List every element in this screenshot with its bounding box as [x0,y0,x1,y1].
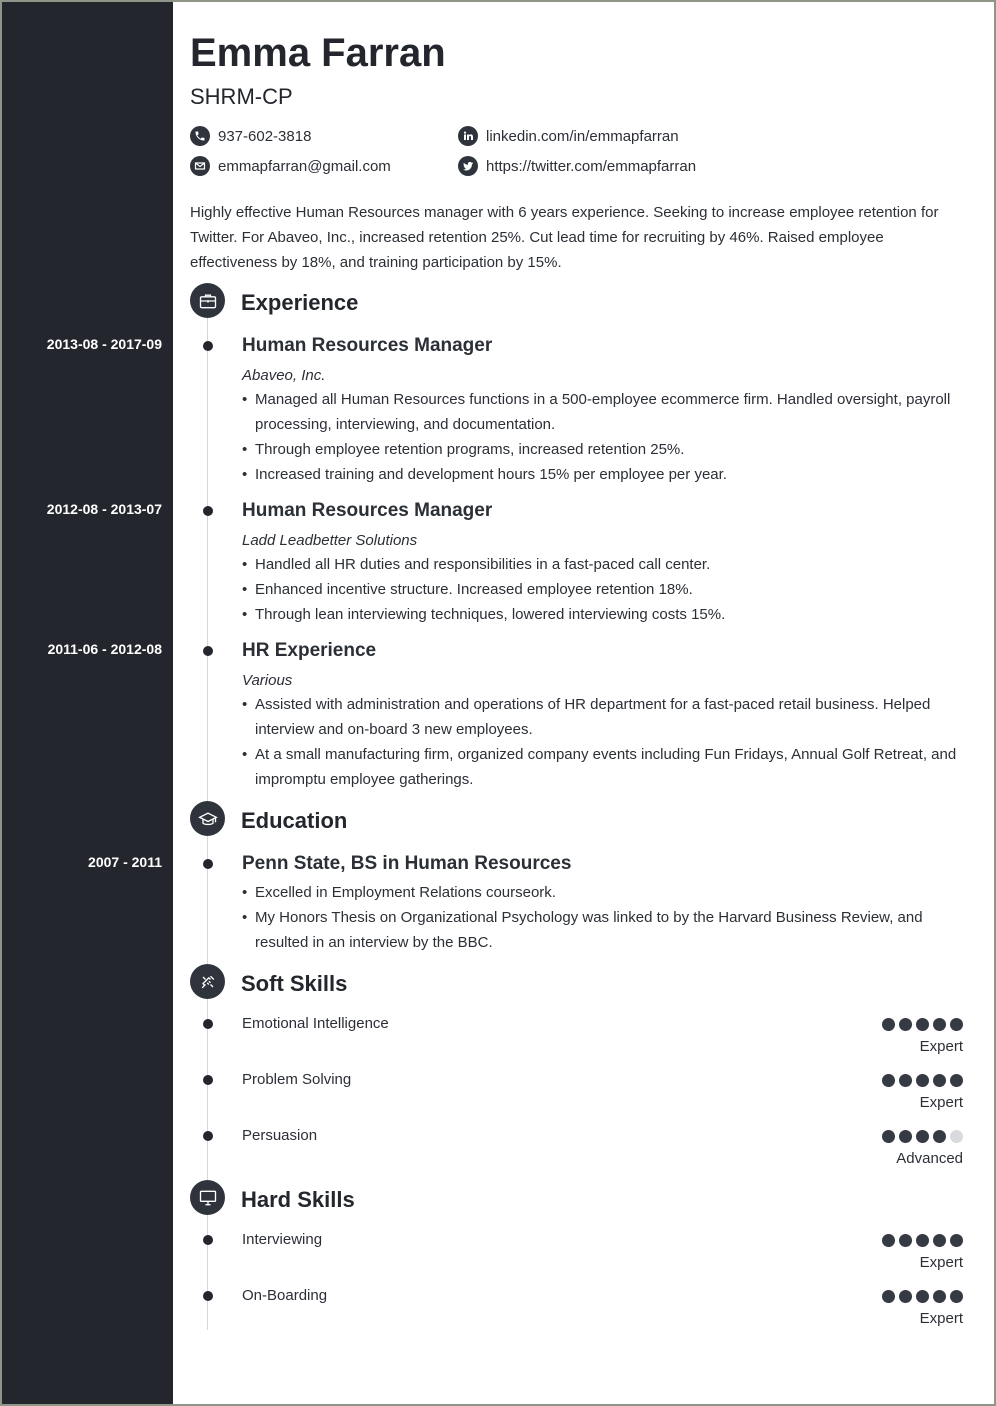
rating-dot-filled [882,1130,895,1143]
job-company: Ladd Leadbetter Solutions [242,532,418,549]
rating-dot-filled [916,1234,929,1247]
timeline-dot [203,859,213,869]
skill-name: Problem Solving [242,1071,352,1088]
contact-linkedin[interactable] [458,126,679,146]
job-title: Human Resources Manager [242,335,493,356]
puzzle-icon [190,964,225,999]
resume-title: SHRM-CP [190,84,293,109]
section-title-education: Education [241,808,348,833]
phone-icon [190,126,210,146]
contact-phone [190,126,311,146]
job-company: Abaveo, Inc. [242,367,326,384]
contact-email[interactable] [190,156,391,176]
rating-dot-filled [950,1234,963,1247]
skill-level: Expert [919,1094,963,1111]
job-bullet: • Handled all HR duties and responsibilities in a fast-paced call center. [242,552,962,577]
linkedin-text[interactable]: linkedin.com/in/emmapfarran [486,127,679,145]
phone-text: 937-602-3818 [218,127,312,145]
rating-dot-filled [933,1234,946,1247]
job-dates: 2012-08 - 2013-07 [46,501,162,517]
job-bullet: • Managed all Human Resources functions in a 500-employee ecommerce firm. Handled oversight, payroll processing, interviewing, and documentation. [242,387,962,437]
rating-dot-filled [899,1130,912,1143]
rating-dot-filled [882,1234,895,1247]
rating-dot-filled [933,1290,946,1303]
skill-rating [882,1234,963,1247]
skill-name: Persuasion [242,1127,318,1144]
email-icon [190,156,210,176]
timeline-dot [203,1019,213,1029]
graduation-cap-icon [190,801,225,836]
rating-dot-filled [916,1130,929,1143]
email-text[interactable]: emmapfarran@gmail.com [218,157,391,175]
skill-rating [882,1130,963,1143]
timeline-dot [203,1075,213,1085]
skill-rating [882,1290,963,1303]
rating-dot-filled [916,1018,929,1031]
section-title-hard-skills: Hard Skills [241,1187,355,1212]
timeline-dot [203,646,213,656]
twitter-icon [458,156,478,176]
section-title-soft-skills: Soft Skills [241,971,348,996]
job-company: Various [242,672,293,689]
job-title: Human Resources Manager [242,500,493,521]
skill-level: Expert [919,1254,963,1271]
rating-dot-empty [950,1130,963,1143]
timeline-dot [203,1291,213,1301]
rating-dot-filled [933,1018,946,1031]
skill-level: Expert [919,1038,963,1055]
briefcase-icon [190,283,225,318]
rating-dot-filled [950,1290,963,1303]
job-bullet: • Assisted with administration and operations of HR department for a fast-paced retail business. Helped interview and on-board 3 new employees. [242,692,962,742]
job-bullet: • At a small manufacturing firm, organized company events including Fun Fridays, Annual Golf Retreat, and impromptu employee gatherings. [242,742,962,792]
job-bullet: • Enhanced incentive structure. Increased employee retention 18%. [242,577,962,602]
timeline-dot [203,506,213,516]
resume-name: Emma Farran [190,31,446,75]
rating-dot-filled [882,1074,895,1087]
skill-level: Expert [919,1310,963,1327]
rating-dot-filled [899,1074,912,1087]
rating-dot-filled [916,1290,929,1303]
timeline-dot [203,1235,213,1245]
contact-twitter[interactable] [458,156,696,176]
sidebar [2,2,173,1404]
summary: Highly effective Human Resources manager with 6 years experience. Seeking to increase employee retention for Twitter. For Abaveo, Inc., increased retention 25%. Cut lead time for recruiting by 46%. Raised employee effectiveness by 18%, and training participation by 15%. [190,204,939,271]
rating-dot-filled [950,1074,963,1087]
job-dates: 2013-08 - 2017-09 [46,336,162,352]
education-bullet: • Excelled in Employment Relations courseork. [242,880,962,905]
rating-dot-filled [882,1290,895,1303]
skill-rating [882,1074,963,1087]
education-title: Penn State, BS in Human Resources [242,853,572,874]
rating-dot-filled [950,1018,963,1031]
twitter-text[interactable]: https://twitter.com/emmapfarran [486,157,697,175]
monitor-icon [190,1180,225,1215]
rating-dot-filled [933,1130,946,1143]
skill-name: On-Boarding [242,1287,328,1304]
education-dates: 2007 - 2011 [88,854,162,870]
skill-name: Interviewing [242,1231,323,1248]
section-title-experience: Experience [241,290,359,315]
rating-dot-filled [933,1074,946,1087]
linkedin-icon [458,126,478,146]
job-bullet: • Through lean interviewing techniques, lowered interviewing costs 15%. [242,602,962,627]
job-bullet: • Through employee retention programs, increased retention 25%. [242,437,962,462]
rating-dot-filled [899,1234,912,1247]
job-dates: 2011-06 - 2012-08 [47,641,162,657]
rating-dot-filled [882,1018,895,1031]
timeline-dot [203,1131,213,1141]
rating-dot-filled [899,1290,912,1303]
timeline-dot [203,341,213,351]
skill-rating [882,1018,963,1031]
skill-name: Emotional Intelligence [242,1015,389,1032]
job-bullet: • Increased training and development hours 15% per employee per year. [242,462,962,487]
rating-dot-filled [899,1018,912,1031]
job-title: HR Experience [242,640,377,661]
education-bullet: • My Honors Thesis on Organizational Psychology was linked to by the Harvard Business Review, and resulted in an interview by the BBC. [242,905,962,955]
skill-level: Advanced [896,1150,963,1167]
rating-dot-filled [916,1074,929,1087]
